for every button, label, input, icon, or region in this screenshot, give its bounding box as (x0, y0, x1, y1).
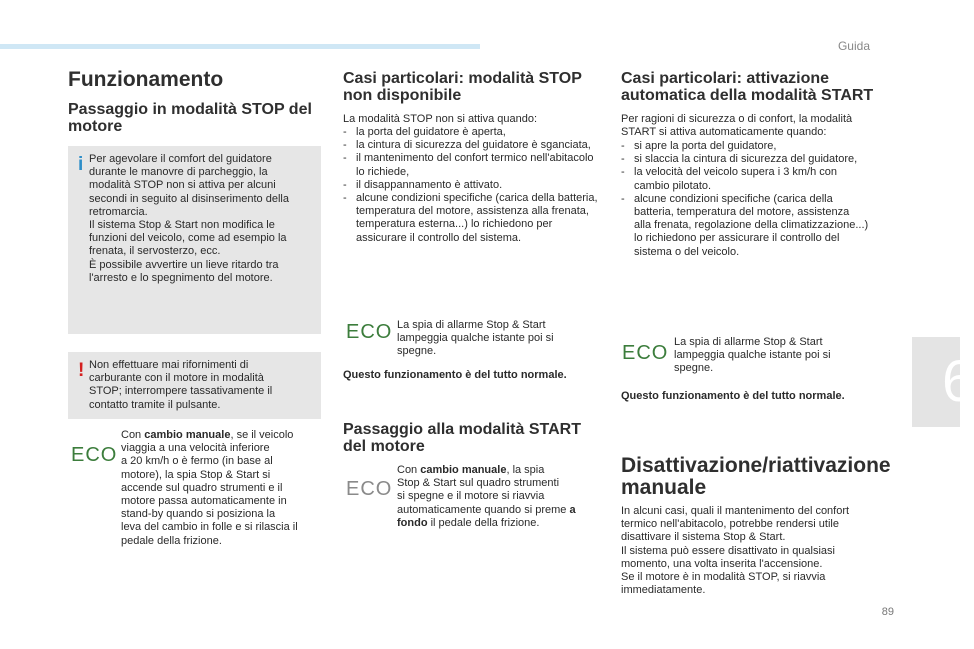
col2-normal-note: Questo funzionamento è del tutto normale. (343, 369, 567, 381)
bold-text: fondo (397, 516, 428, 529)
body-line: momento, una volta inserita l'accensione. (621, 557, 823, 570)
eco-line: lampeggia qualche istante poi si (674, 349, 831, 362)
col3-normal-note: Questo funzionamento è del tutto normale. (621, 390, 845, 402)
col2-eco-text (397, 319, 597, 359)
eco-indicator-icon: ECO (622, 342, 669, 364)
warning-line: contatto tramite il pulsante. (89, 398, 221, 411)
eco-line: La spia di allarme Stop & Start (674, 336, 823, 348)
list-item: - alcune condizioni specifiche (carica della batteria, temperatura del motore, assistenza alla frenata, temperatura esterna...) lo richiedono per assicurare il controllo del sistema. (343, 192, 601, 245)
bold-text: cambio manuale (420, 464, 507, 476)
body-line: In alcuni casi, quali il mantenimento del confort (621, 505, 850, 517)
eco-line (397, 504, 602, 517)
chapter-tab (912, 337, 974, 427)
col1-eco-text (121, 429, 321, 548)
body-line: immediatamente. (621, 584, 706, 597)
list-item: - la porta del guidatore è aperta, (343, 126, 601, 139)
body-line: termico nell'abitacolo, potrebbe rendersi utile (621, 518, 839, 531)
text-span: il pedale della frizione. (427, 516, 540, 529)
col1-subtitle: Passaggio in modalità STOP del motore (68, 101, 312, 135)
col2-eco2-text (397, 464, 602, 530)
eco-line: Stop & Start sul quadro strumenti (397, 477, 560, 490)
list-item: - la velocità del veicolo supera i 3 km/h con cambio pilotato. (621, 166, 869, 192)
intro-line: START si attiva automaticamente quando: (621, 126, 827, 139)
bold-text: a (569, 503, 576, 516)
col2-condition-list (343, 126, 601, 245)
list-item: - si apre la porta del guidatore, (621, 140, 869, 153)
body-line: Il sistema può essere disattivato in qualsiasi (621, 544, 835, 557)
col3-intro (621, 113, 881, 139)
col1-title: Funzionamento (68, 68, 224, 91)
text-span: Con (121, 429, 145, 441)
info-line: È possibile avvertire un lieve ritardo tra (89, 258, 279, 271)
col2-intro: La modalità STOP non si attiva quando: (343, 113, 538, 125)
list-item: - si slaccia la cintura di sicurezza del guidatore, (621, 153, 869, 166)
col2-subtitle: Passaggio alla modalità START del motore (343, 421, 581, 455)
col3-subtitle: Disattivazione/riattivazione manuale (621, 454, 891, 499)
body-line: disattivare il sistema Stop & Start. (621, 531, 786, 544)
warning-icon: ! (78, 360, 85, 381)
warning-box (68, 352, 321, 419)
eco-line: a 20 km/h o è fermo (in base al (121, 455, 273, 468)
chapter-number: 6 (942, 349, 974, 414)
list-item: - alcune condizioni specifiche (carica della batteria, temperatura del motore, assistenza alla frenata, regolazione della climatizzazione...) lo richiedono per assicurare il controllo del sistema o del veicolo. (621, 193, 869, 259)
text-span: automaticamente quando si preme (397, 503, 570, 516)
eco-line: pedale della frizione. (121, 534, 222, 547)
col3-body (621, 505, 883, 597)
col2-title: Casi particolari: modalità STOP non disponibile (343, 70, 582, 104)
bold-text: cambio manuale (144, 429, 231, 441)
warning-line: STOP; interrompere tassativamente il (89, 385, 273, 398)
eco-indicator-icon: ECO (71, 444, 118, 466)
intro-line: Per ragioni di sicurezza o di confort, la modalità (621, 113, 853, 125)
text-span: , se il veicolo (230, 429, 294, 441)
list-item: - il disappannamento è attivato. (343, 179, 601, 192)
warning-text (89, 359, 315, 412)
col3-eco-text (674, 336, 874, 376)
eco-line (397, 464, 602, 477)
eco-line: motore passa automaticamente in (121, 495, 287, 508)
text-span: Con (397, 464, 421, 476)
eco-line: viaggia a una velocità inferiore (121, 442, 270, 455)
info-line: retromarcia. (89, 205, 148, 218)
info-line: Il sistema Stop & Start non modifica le (89, 219, 275, 232)
info-box (68, 146, 321, 334)
warning-line: carburante con il motore in modalità (89, 372, 264, 385)
eco-line: si spegne e il motore si riavvia (397, 490, 545, 503)
info-line: frenata, il servosterzo, ecc. (89, 245, 221, 258)
section-label: Guida (837, 39, 870, 53)
page-number: 89 (881, 606, 894, 618)
eco-line: lampeggia qualche istante poi si (397, 332, 554, 345)
col3-title: Casi particolari: attivazione automatica della modalità START (621, 70, 874, 104)
list-item: - la cintura di sicurezza del guidatore è sganciata, (343, 139, 601, 152)
info-line: durante le manovre di parcheggio, la (89, 166, 268, 179)
warning-line: Non effettuare mai rifornimenti di (89, 359, 249, 371)
text-span: , la spia (506, 464, 545, 476)
eco-indicator-icon: ECO (346, 321, 393, 343)
col3-condition-list (621, 140, 869, 259)
eco-line (397, 517, 602, 530)
info-text (89, 153, 315, 285)
eco-line (121, 429, 321, 442)
info-line: l'arresto e lo spegnimento del motore. (89, 271, 273, 284)
info-line: Per agevolare il comfort del guidatore (89, 153, 272, 165)
info-line: secondi in seguito al disinserimento della (89, 192, 289, 205)
eco-line: stand-by quando si posiziona la (121, 508, 276, 521)
eco-line: leva del cambio in folle e si rilascia il (121, 521, 298, 534)
info-line: modalità STOP non si attiva per alcuni (89, 179, 276, 192)
eco-line: spegne. (674, 362, 714, 375)
header-accent-bar (0, 44, 480, 49)
eco-line: La spia di allarme Stop & Start (397, 319, 546, 331)
info-icon: i (78, 154, 84, 175)
eco-line: accende sul quadro strumenti e il (121, 481, 283, 494)
info-line: funzioni del veicolo, come ad esempio la (89, 232, 287, 245)
eco-line: spegne. (397, 345, 437, 358)
eco-line: motore), la spia Stop & Start si (121, 468, 271, 481)
list-item: - il mantenimento del confort termico nell'abitacolo lo richiede, (343, 152, 601, 178)
body-line: Se il motore è in modalità STOP, si riavvia (621, 571, 826, 584)
eco-off-indicator-icon: ECO (346, 478, 393, 500)
